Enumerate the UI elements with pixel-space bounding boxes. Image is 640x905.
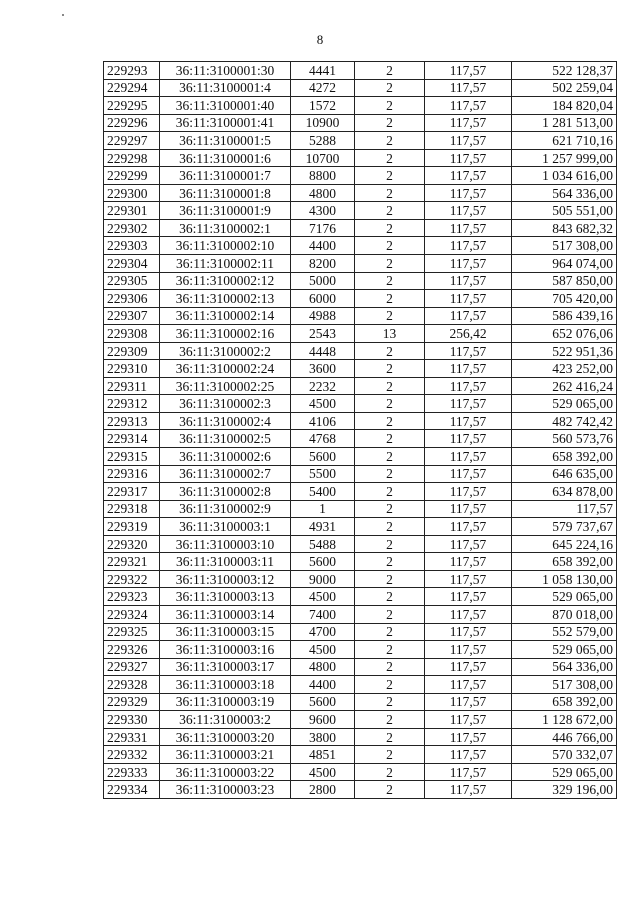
rate-cell: 117,57 — [425, 518, 512, 536]
table-row — [104, 500, 617, 518]
table-row — [104, 623, 617, 641]
cadastral-number-cell: 36:11:3100002:10 — [160, 237, 291, 255]
page-number: 8 — [316, 32, 324, 47]
row-id-cell: 229300 — [104, 184, 160, 202]
row-id-cell: 229299 — [104, 167, 160, 185]
group-code-cell: 2 — [355, 570, 425, 588]
table-row — [104, 255, 617, 273]
cadastral-value-cell: 634 878,00 — [512, 483, 617, 501]
area-cell: 6000 — [291, 290, 355, 308]
row-id-cell: 229333 — [104, 763, 160, 781]
row-id-cell: 229316 — [104, 465, 160, 483]
group-code-cell: 2 — [355, 746, 425, 764]
table-body — [104, 62, 617, 799]
cadastral-value-cell: 658 392,00 — [512, 553, 617, 571]
group-code-cell: 2 — [355, 641, 425, 659]
area-cell: 5000 — [291, 272, 355, 290]
cadastral-number-cell: 36:11:3100002:2 — [160, 342, 291, 360]
row-id-cell: 229301 — [104, 202, 160, 220]
group-code-cell: 2 — [355, 781, 425, 799]
row-id-cell: 229295 — [104, 97, 160, 115]
group-code-cell: 2 — [355, 465, 425, 483]
group-code-cell: 2 — [355, 342, 425, 360]
cadastral-number-cell: 36:11:3100001:7 — [160, 167, 291, 185]
row-id-cell: 229331 — [104, 728, 160, 746]
area-cell: 10900 — [291, 114, 355, 132]
row-id-cell: 229293 — [104, 62, 160, 80]
row-id-cell: 229325 — [104, 623, 160, 641]
rate-cell: 117,57 — [425, 693, 512, 711]
group-code-cell: 2 — [355, 483, 425, 501]
table-row — [104, 79, 617, 97]
cadastral-value-cell: 1 128 672,00 — [512, 711, 617, 729]
group-code-cell: 2 — [355, 658, 425, 676]
rate-cell: 117,57 — [425, 483, 512, 501]
cadastral-value-cell: 870 018,00 — [512, 605, 617, 623]
cadastral-value-cell: 560 573,76 — [512, 430, 617, 448]
rate-cell: 117,57 — [425, 149, 512, 167]
area-cell: 1 — [291, 500, 355, 518]
group-code-cell: 2 — [355, 290, 425, 308]
area-cell: 2232 — [291, 377, 355, 395]
rate-cell: 117,57 — [425, 641, 512, 659]
group-code-cell: 2 — [355, 377, 425, 395]
rate-cell: 117,57 — [425, 676, 512, 694]
cadastral-value-cell: 1 034 616,00 — [512, 167, 617, 185]
cadastral-number-cell: 36:11:3100002:8 — [160, 483, 291, 501]
table-row — [104, 219, 617, 237]
cadastral-value-cell: 262 416,24 — [512, 377, 617, 395]
row-id-cell: 229324 — [104, 605, 160, 623]
table-row — [104, 605, 617, 623]
table-row — [104, 97, 617, 115]
group-code-cell: 2 — [355, 255, 425, 273]
area-cell: 5600 — [291, 553, 355, 571]
table-row — [104, 412, 617, 430]
cadastral-number-cell: 36:11:3100003:14 — [160, 605, 291, 623]
table-row — [104, 395, 617, 413]
area-cell: 5600 — [291, 693, 355, 711]
cadastral-value-cell: 552 579,00 — [512, 623, 617, 641]
group-code-cell: 2 — [355, 728, 425, 746]
group-code-cell: 13 — [355, 325, 425, 343]
cadastral-number-cell: 36:11:3100001:8 — [160, 184, 291, 202]
group-code-cell: 2 — [355, 237, 425, 255]
group-code-cell: 2 — [355, 500, 425, 518]
rate-cell: 117,57 — [425, 500, 512, 518]
cadastral-number-cell: 36:11:3100002:1 — [160, 219, 291, 237]
table-row — [104, 518, 617, 536]
cadastral-number-cell: 36:11:3100003:17 — [160, 658, 291, 676]
cadastral-number-cell: 36:11:3100002:24 — [160, 360, 291, 378]
cadastral-value-cell: 329 196,00 — [512, 781, 617, 799]
group-code-cell: 2 — [355, 62, 425, 80]
area-cell: 4106 — [291, 412, 355, 430]
row-id-cell: 229311 — [104, 377, 160, 395]
table-row — [104, 132, 617, 150]
area-cell: 10700 — [291, 149, 355, 167]
cadastral-number-cell: 36:11:3100002:9 — [160, 500, 291, 518]
group-code-cell: 2 — [355, 412, 425, 430]
cadastral-number-cell: 36:11:3100002:13 — [160, 290, 291, 308]
rate-cell: 117,57 — [425, 272, 512, 290]
group-code-cell: 2 — [355, 430, 425, 448]
table-row — [104, 588, 617, 606]
row-id-cell: 229328 — [104, 676, 160, 694]
row-id-cell: 229297 — [104, 132, 160, 150]
rate-cell: 117,57 — [425, 605, 512, 623]
rate-cell: 117,57 — [425, 342, 512, 360]
area-cell: 5288 — [291, 132, 355, 150]
table-row — [104, 62, 617, 80]
group-code-cell: 2 — [355, 623, 425, 641]
row-id-cell: 229298 — [104, 149, 160, 167]
area-cell: 4400 — [291, 237, 355, 255]
area-cell: 4448 — [291, 342, 355, 360]
table-row — [104, 535, 617, 553]
row-id-cell: 229314 — [104, 430, 160, 448]
area-cell: 8800 — [291, 167, 355, 185]
area-cell: 9600 — [291, 711, 355, 729]
row-id-cell: 229327 — [104, 658, 160, 676]
row-id-cell: 229303 — [104, 237, 160, 255]
cadastral-number-cell: 36:11:3100002:4 — [160, 412, 291, 430]
table-row — [104, 325, 617, 343]
rate-cell: 117,57 — [425, 167, 512, 185]
row-id-cell: 229323 — [104, 588, 160, 606]
row-id-cell: 229305 — [104, 272, 160, 290]
row-id-cell: 229296 — [104, 114, 160, 132]
group-code-cell: 2 — [355, 693, 425, 711]
cadastral-value-cell: 564 336,00 — [512, 184, 617, 202]
cadastral-value-cell: 184 820,04 — [512, 97, 617, 115]
cadastral-number-cell: 36:11:3100001:5 — [160, 132, 291, 150]
area-cell: 4800 — [291, 184, 355, 202]
rate-cell: 117,57 — [425, 553, 512, 571]
area-cell: 7400 — [291, 605, 355, 623]
cadastral-number-cell: 36:11:3100003:1 — [160, 518, 291, 536]
cadastral-number-cell: 36:11:3100003:15 — [160, 623, 291, 641]
rate-cell: 117,57 — [425, 114, 512, 132]
cadastral-value-cell: 579 737,67 — [512, 518, 617, 536]
table-row — [104, 483, 617, 501]
area-cell: 5488 — [291, 535, 355, 553]
rate-cell: 117,57 — [425, 711, 512, 729]
area-cell: 4300 — [291, 202, 355, 220]
cadastral-value-cell: 529 065,00 — [512, 395, 617, 413]
rate-cell: 117,57 — [425, 219, 512, 237]
cadastral-value-cell: 843 682,32 — [512, 219, 617, 237]
cadastral-number-cell: 36:11:3100003:2 — [160, 711, 291, 729]
rate-cell: 117,57 — [425, 430, 512, 448]
cadastral-number-cell: 36:11:3100002:11 — [160, 255, 291, 273]
area-cell: 4931 — [291, 518, 355, 536]
area-cell: 4700 — [291, 623, 355, 641]
rate-cell: 117,57 — [425, 465, 512, 483]
rate-cell: 117,57 — [425, 377, 512, 395]
cadastral-number-cell: 36:11:3100003:19 — [160, 693, 291, 711]
rate-cell: 117,57 — [425, 62, 512, 80]
cadastral-number-cell: 36:11:3100001:4 — [160, 79, 291, 97]
rate-cell: 117,57 — [425, 448, 512, 466]
area-cell: 3800 — [291, 728, 355, 746]
cadastral-number-cell: 36:11:3100003:20 — [160, 728, 291, 746]
area-cell: 4500 — [291, 395, 355, 413]
area-cell: 4400 — [291, 676, 355, 694]
cadastral-value-cell: 505 551,00 — [512, 202, 617, 220]
cadastral-value-cell: 564 336,00 — [512, 658, 617, 676]
rate-cell: 117,57 — [425, 535, 512, 553]
area-cell: 4272 — [291, 79, 355, 97]
row-id-cell: 229334 — [104, 781, 160, 799]
cadastral-value-cell: 517 308,00 — [512, 676, 617, 694]
table-row — [104, 272, 617, 290]
row-id-cell: 229313 — [104, 412, 160, 430]
cadastral-number-cell: 36:11:3100002:14 — [160, 307, 291, 325]
group-code-cell: 2 — [355, 448, 425, 466]
table-row — [104, 377, 617, 395]
rate-cell: 117,57 — [425, 132, 512, 150]
group-code-cell: 2 — [355, 518, 425, 536]
row-id-cell: 229310 — [104, 360, 160, 378]
group-code-cell: 2 — [355, 307, 425, 325]
area-cell: 2800 — [291, 781, 355, 799]
table-row — [104, 448, 617, 466]
cadastral-number-cell: 36:11:3100003:10 — [160, 535, 291, 553]
cadastral-value-cell: 117,57 — [512, 500, 617, 518]
row-id-cell: 229307 — [104, 307, 160, 325]
group-code-cell: 2 — [355, 535, 425, 553]
row-id-cell: 229317 — [104, 483, 160, 501]
cadastral-number-cell: 36:11:3100002:3 — [160, 395, 291, 413]
rate-cell: 117,57 — [425, 290, 512, 308]
area-cell: 5400 — [291, 483, 355, 501]
table-row — [104, 307, 617, 325]
cadastral-value-cell: 586 439,16 — [512, 307, 617, 325]
cadastral-value-cell: 1 257 999,00 — [512, 149, 617, 167]
cadastral-value-cell: 658 392,00 — [512, 448, 617, 466]
cadastral-number-cell: 36:11:3100001:40 — [160, 97, 291, 115]
cadastral-number-cell: 36:11:3100003:16 — [160, 641, 291, 659]
table-row — [104, 290, 617, 308]
group-code-cell: 2 — [355, 132, 425, 150]
rate-cell: 117,57 — [425, 746, 512, 764]
group-code-cell: 2 — [355, 219, 425, 237]
table-row — [104, 728, 617, 746]
row-id-cell: 229315 — [104, 448, 160, 466]
rate-cell: 117,57 — [425, 395, 512, 413]
cadastral-value-cell: 964 074,00 — [512, 255, 617, 273]
row-id-cell: 229320 — [104, 535, 160, 553]
group-code-cell: 2 — [355, 79, 425, 97]
row-id-cell: 229322 — [104, 570, 160, 588]
rate-cell: 117,57 — [425, 658, 512, 676]
rate-cell: 117,57 — [425, 623, 512, 641]
group-code-cell: 2 — [355, 360, 425, 378]
cadastral-value-cell: 482 742,42 — [512, 412, 617, 430]
cadastral-value-cell: 502 259,04 — [512, 79, 617, 97]
rate-cell: 117,57 — [425, 570, 512, 588]
table-row — [104, 693, 617, 711]
row-id-cell: 229326 — [104, 641, 160, 659]
table-row — [104, 763, 617, 781]
rate-cell: 117,57 — [425, 781, 512, 799]
group-code-cell: 2 — [355, 605, 425, 623]
area-cell: 4800 — [291, 658, 355, 676]
row-id-cell: 229312 — [104, 395, 160, 413]
row-id-cell: 229332 — [104, 746, 160, 764]
group-code-cell: 2 — [355, 114, 425, 132]
group-code-cell: 2 — [355, 149, 425, 167]
table-row — [104, 641, 617, 659]
cadastral-value-cell: 646 635,00 — [512, 465, 617, 483]
row-id-cell: 229329 — [104, 693, 160, 711]
cadastral-number-cell: 36:11:3100001:41 — [160, 114, 291, 132]
area-cell: 1572 — [291, 97, 355, 115]
area-cell: 4500 — [291, 641, 355, 659]
area-cell: 7176 — [291, 219, 355, 237]
cadastral-number-cell: 36:11:3100002:7 — [160, 465, 291, 483]
cadastral-value-cell: 529 065,00 — [512, 763, 617, 781]
cadastral-number-cell: 36:11:3100002:5 — [160, 430, 291, 448]
table-row — [104, 570, 617, 588]
cadastral-number-cell: 36:11:3100002:6 — [160, 448, 291, 466]
cadastral-number-cell: 36:11:3100002:12 — [160, 272, 291, 290]
table-row — [104, 167, 617, 185]
rate-cell: 117,57 — [425, 97, 512, 115]
row-id-cell: 229319 — [104, 518, 160, 536]
table-row — [104, 465, 617, 483]
group-code-cell: 2 — [355, 272, 425, 290]
cadastral-value-cell: 658 392,00 — [512, 693, 617, 711]
area-cell: 8200 — [291, 255, 355, 273]
rate-cell: 117,57 — [425, 588, 512, 606]
table-row — [104, 711, 617, 729]
table-row — [104, 746, 617, 764]
rate-cell: 117,57 — [425, 412, 512, 430]
table-row — [104, 149, 617, 167]
rate-cell: 117,57 — [425, 184, 512, 202]
cadastral-number-cell: 36:11:3100003:11 — [160, 553, 291, 571]
group-code-cell: 2 — [355, 97, 425, 115]
cadastral-value-cell: 705 420,00 — [512, 290, 617, 308]
area-cell: 4851 — [291, 746, 355, 764]
rate-cell: 117,57 — [425, 360, 512, 378]
row-id-cell: 229309 — [104, 342, 160, 360]
area-cell: 4500 — [291, 763, 355, 781]
cadastral-number-cell: 36:11:3100003:21 — [160, 746, 291, 764]
cadastral-number-cell: 36:11:3100002:25 — [160, 377, 291, 395]
cadastral-value-cell: 517 308,00 — [512, 237, 617, 255]
area-cell: 4768 — [291, 430, 355, 448]
group-code-cell: 2 — [355, 184, 425, 202]
group-code-cell: 2 — [355, 763, 425, 781]
rate-cell: 117,57 — [425, 307, 512, 325]
area-cell: 9000 — [291, 570, 355, 588]
group-code-cell: 2 — [355, 395, 425, 413]
cadastral-value-table — [103, 61, 617, 799]
group-code-cell: 2 — [355, 588, 425, 606]
cadastral-number-cell: 36:11:3100002:16 — [160, 325, 291, 343]
group-code-cell: 2 — [355, 167, 425, 185]
area-cell: 4988 — [291, 307, 355, 325]
table-row — [104, 114, 617, 132]
group-code-cell: 2 — [355, 711, 425, 729]
cadastral-value-cell: 645 224,16 — [512, 535, 617, 553]
table-row — [104, 360, 617, 378]
row-id-cell: 229306 — [104, 290, 160, 308]
rate-cell: 117,57 — [425, 237, 512, 255]
cadastral-number-cell: 36:11:3100001:6 — [160, 149, 291, 167]
cadastral-number-cell: 36:11:3100003:18 — [160, 676, 291, 694]
table-row — [104, 781, 617, 799]
table-row — [104, 184, 617, 202]
cadastral-value-cell: 529 065,00 — [512, 641, 617, 659]
rate-cell: 117,57 — [425, 728, 512, 746]
group-code-cell: 2 — [355, 676, 425, 694]
cadastral-value-cell: 423 252,00 — [512, 360, 617, 378]
table-row — [104, 202, 617, 220]
rate-cell: 117,57 — [425, 255, 512, 273]
table-row — [104, 342, 617, 360]
table-row — [104, 658, 617, 676]
cadastral-number-cell: 36:11:3100003:12 — [160, 570, 291, 588]
cadastral-value-cell: 621 710,16 — [512, 132, 617, 150]
row-id-cell: 229302 — [104, 219, 160, 237]
table-row — [104, 430, 617, 448]
row-id-cell: 229321 — [104, 553, 160, 571]
cadastral-number-cell: 36:11:3100003:23 — [160, 781, 291, 799]
group-code-cell: 2 — [355, 553, 425, 571]
rate-cell: 117,57 — [425, 202, 512, 220]
area-cell: 5600 — [291, 448, 355, 466]
area-cell: 3600 — [291, 360, 355, 378]
row-id-cell: 229330 — [104, 711, 160, 729]
area-cell: 4500 — [291, 588, 355, 606]
table-row — [104, 237, 617, 255]
scan-speck — [62, 14, 64, 16]
area-cell: 4441 — [291, 62, 355, 80]
cadastral-number-cell: 36:11:3100001:30 — [160, 62, 291, 80]
rate-cell: 117,57 — [425, 763, 512, 781]
row-id-cell: 229318 — [104, 500, 160, 518]
rate-cell: 117,57 — [425, 79, 512, 97]
cadastral-value-cell: 1 281 513,00 — [512, 114, 617, 132]
table-row — [104, 676, 617, 694]
cadastral-number-cell: 36:11:3100001:9 — [160, 202, 291, 220]
cadastral-value-cell: 652 076,06 — [512, 325, 617, 343]
rate-cell: 256,42 — [425, 325, 512, 343]
cadastral-value-cell: 522 128,37 — [512, 62, 617, 80]
cadastral-value-cell: 587 850,00 — [512, 272, 617, 290]
group-code-cell: 2 — [355, 202, 425, 220]
area-cell: 2543 — [291, 325, 355, 343]
table-row — [104, 553, 617, 571]
cadastral-value-cell: 1 058 130,00 — [512, 570, 617, 588]
area-cell: 5500 — [291, 465, 355, 483]
cadastral-value-cell: 522 951,36 — [512, 342, 617, 360]
cadastral-number-cell: 36:11:3100003:22 — [160, 763, 291, 781]
cadastral-number-cell: 36:11:3100003:13 — [160, 588, 291, 606]
row-id-cell: 229294 — [104, 79, 160, 97]
row-id-cell: 229308 — [104, 325, 160, 343]
row-id-cell: 229304 — [104, 255, 160, 273]
cadastral-value-cell: 446 766,00 — [512, 728, 617, 746]
cadastral-value-cell: 529 065,00 — [512, 588, 617, 606]
cadastral-value-cell: 570 332,07 — [512, 746, 617, 764]
